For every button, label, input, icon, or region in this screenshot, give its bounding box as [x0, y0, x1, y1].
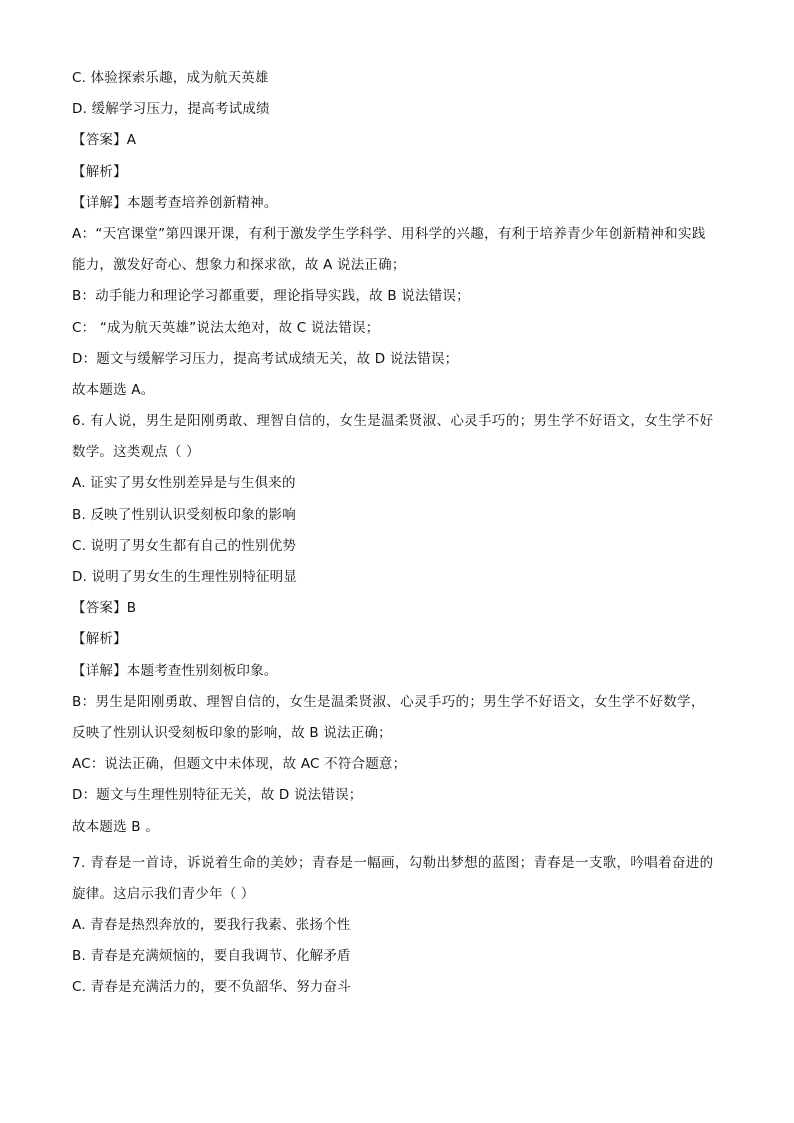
question-6-answer: 【答案】B [72, 600, 137, 617]
document-page [72, 63, 732, 1004]
question-7-option-a: A. 青春是热烈奔放的，要我行我素、张扬个性 [72, 917, 351, 934]
explanation-b-line: B：动手能力和理论学习都重要，理论指导实践，故 B 说法错误； [72, 288, 470, 305]
question-6-option-a: A. 证实了男女性别差异是与生俱来的 [72, 475, 296, 492]
explanation-a-line-2: 能力，激发好奇心、想象力和探求欲，故 A 说法正确； [72, 257, 406, 274]
question-6-explanation-ac: AC：说法正确，但题文中未体现，故 AC 不符合题意； [72, 756, 407, 773]
question-6-option-d: D. 说明了男女生的生理性别特征明显 [72, 569, 298, 585]
question-6-detail: 【详解】本题考查性别刻板印象。 [72, 662, 278, 679]
explanation-a-line-1: A：“天宫课堂”第四课开课，有利于激发学生学科学、用科学的兴趣，有利于培养青少年创新精神和实践 [72, 225, 706, 242]
analysis-heading: 【解析】 [72, 163, 127, 180]
detail-line: 【详解】本题考查培养创新精神。 [72, 194, 278, 211]
question-7-option-c: C. 青春是充满活力的，要不负韶华、努力奋斗 [72, 979, 351, 996]
question-6-line-1: 6. 有人说，男生是阳刚勇敢、理智自信的，女生是温柔贤淑、心灵手巧的；男生学不好语文，女生学不好 [72, 413, 714, 430]
answer-line: 【答案】A [72, 132, 137, 149]
question-6-explanation-b-line-1: B：男生是阳刚勇敢、理智自信的，女生是温柔贤淑、心灵手巧的；男生学不好语文，女生学不好数学， [72, 693, 705, 710]
question-6-option-c: C. 说明了男女生都有自己的性别优势 [72, 537, 297, 554]
question-6-explanation-b-line-2: 反映了性别认识受刻板印象的影响，故 B 说法正确； [72, 724, 392, 741]
conclusion-line: 故本题选 A。 [72, 381, 155, 398]
question-6-explanation-d: D：题文与生理性别特征无关，故 D 说法错误； [72, 787, 363, 804]
question-6-line-2: 数学。这类观点（ ） [72, 444, 200, 461]
explanation-c-line: C： “成为航天英雄”说法太绝对，故 C 说法错误； [72, 319, 380, 336]
question-6-option-b: B. 反映了性别认识受刻板印象的影响 [72, 506, 296, 523]
option-c-line: C. 体验探索乐趣，成为航天英雄 [72, 70, 269, 86]
question-6-conclusion: 故本题选 B 。 [72, 818, 159, 835]
explanation-d-line: D：题文与缓解学习压力，提高考试成绩无关，故 D 说法错误； [72, 350, 459, 367]
question-7-option-b: B. 青春是充满烦恼的，要自我调节、化解矛盾 [72, 948, 351, 965]
question-7-line-2: 旋律。这启示我们青少年（ ） [72, 885, 255, 902]
option-d-line: D. 缓解学习压力，提高考试成绩 [72, 101, 270, 118]
question-6-analysis-heading: 【解析】 [72, 631, 127, 648]
question-7-line-1: 7. 青春是一首诗，诉说着生命的美妙；青春是一幅画，勾勒出梦想的蓝图；青春是一支歌，吟唱着奋进的 [72, 854, 714, 871]
